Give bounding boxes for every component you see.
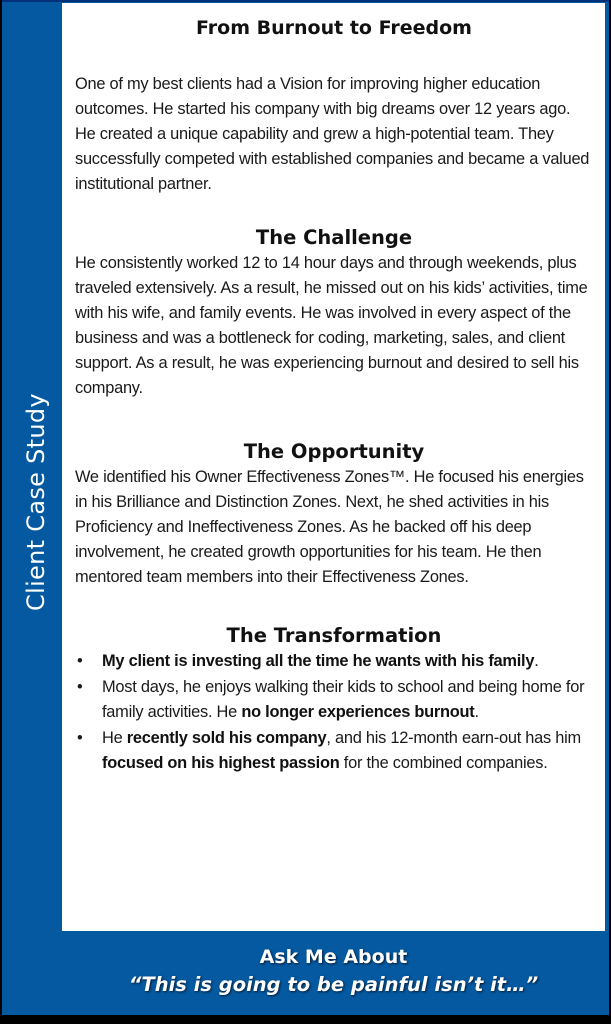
section-heading-challenge: The Challenge <box>255 226 413 249</box>
section-body-opportunity: We identified his Owner Effectiveness Zones™. He focused his energies in his Brilliance and Distinction Zones. Next, he shed activities in his Proficiency and Ineffectiveness Zones. As he backed off his deep involvement, he created growth opportunities for his team. He then mentored team members into their Effectiveness Zones. <box>75 468 584 586</box>
bullet-text: . <box>534 652 539 670</box>
bullet-text: for the combined companies. <box>339 754 548 772</box>
bullet-item <box>75 675 593 726</box>
footer-quote: “This is going to be painful isn’t it…” <box>128 973 539 996</box>
sidebar-label: Client Case Study <box>22 393 50 611</box>
bullet-text: , and his 12-month earn-out has him <box>326 728 581 747</box>
bullet-text: Most days, he enjoys walking their kids to school and being home for family activities. He <box>102 677 585 721</box>
transformation-bullet-list <box>75 649 593 777</box>
footer-ask-label: Ask Me About <box>259 946 408 968</box>
bullet-text-bold: recently sold his company <box>126 728 327 747</box>
bullet-dot-icon: • <box>77 728 83 747</box>
bullet-item <box>75 726 593 777</box>
bullet-text-bold: focused on his highest passion <box>102 754 340 772</box>
page-title: From Burnout to Freedom <box>196 17 472 39</box>
section-heading-opportunity: The Opportunity <box>243 440 425 463</box>
bullet-text: . <box>474 703 479 721</box>
bullet-text: He <box>102 728 127 747</box>
bullet-item <box>75 649 593 675</box>
bullet-dot-icon: • <box>77 677 83 696</box>
footer-callout <box>62 931 605 1015</box>
section-body-challenge: He consistently worked 12 to 14 hour days and through weekends, plus traveled extensively. As a result, he missed out on his kids’ activities, time with his wife, and family events. He was involved in every aspect of the business and was a bottleneck for coding, marketing, sales, and client support. As a result, he was experiencing burnout and desired to sell his company. <box>75 254 588 397</box>
bullet-dot-icon: • <box>77 652 83 670</box>
bullet-text-bold: My client is investing all the time he wants with his family <box>102 652 535 670</box>
bullet-text-bold: no longer experiences burnout <box>241 703 475 721</box>
intro-paragraph: One of my best clients had a Vision for improving higher education outcomes. He started his company with big dreams over 12 years ago. He created a unique capability and grew a high-potential team. They successfully competed with established companies and became a valued institutional partner. <box>75 75 590 193</box>
content-panel <box>62 3 605 931</box>
section-heading-transformation: The Transformation <box>226 624 442 647</box>
